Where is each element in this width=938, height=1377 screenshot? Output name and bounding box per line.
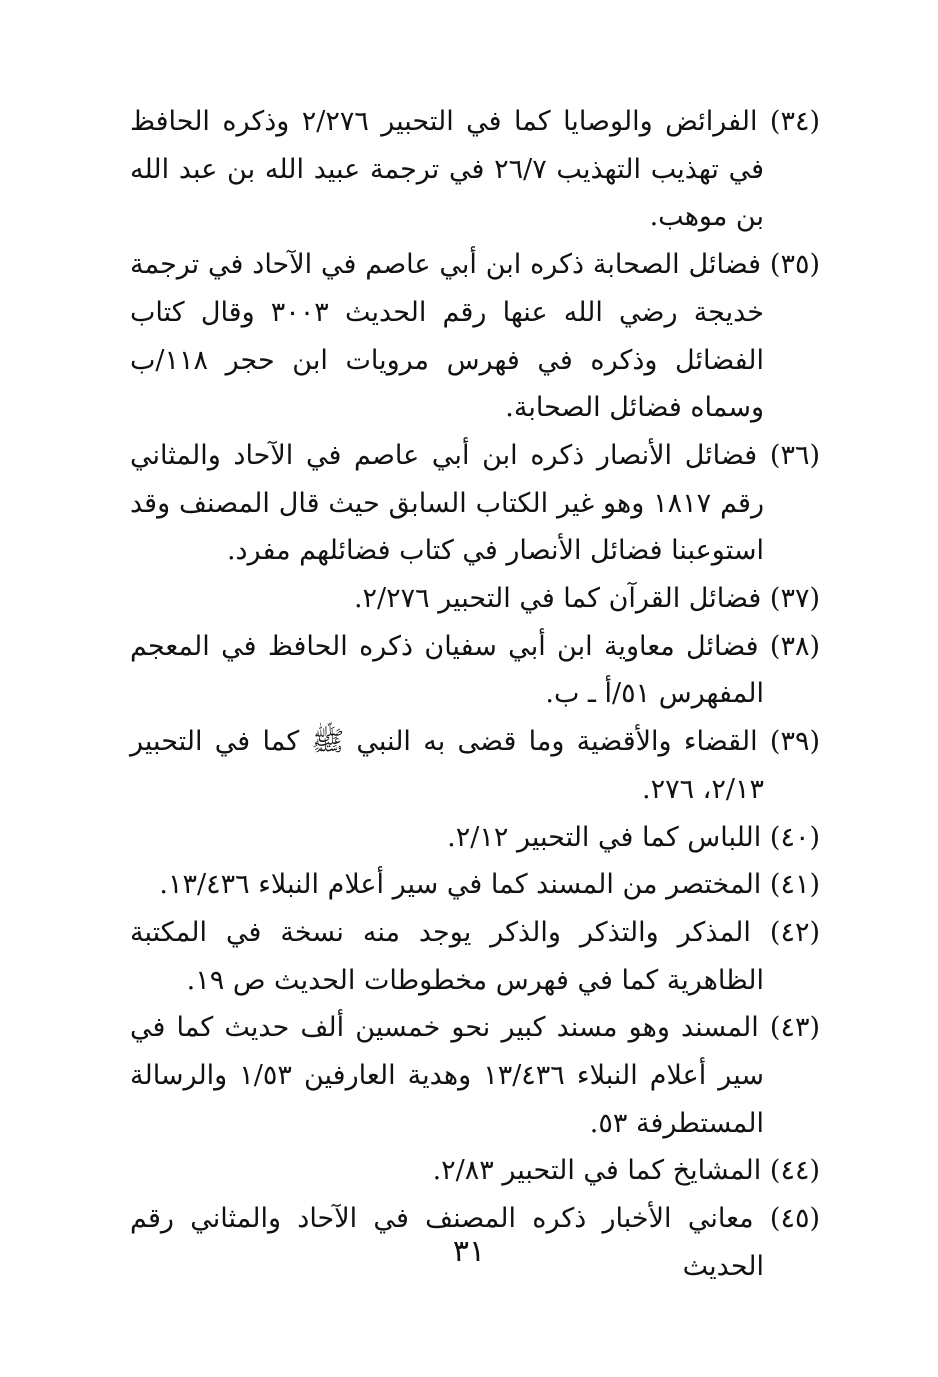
- entry-number: (٤٣): [769, 1012, 820, 1044]
- bibliography-entry: [130, 861, 820, 909]
- entry-text: فضائل الصحابة ذكره ابن أبي عاصم في الآحاد في ترجمة خديجة رضي الله عنها رقم الحديث ٣٠٠٣ وقال كتاب الفضائل وذكره في فهرس مرويات ابن حجر ١١٨/ب وسماه فضائل الصحابة.: [130, 249, 764, 424]
- entry-text: القضاء والأقضية وما قضى به النبي ﷺ كما في التحبير ٢/١٣، ٢٧٦.: [130, 726, 764, 805]
- bibliography-entry: [130, 1004, 820, 1147]
- bibliography-entry: [130, 623, 820, 718]
- entry-number: (٣٥): [769, 249, 820, 281]
- entry-text: المذكر والتذكر والذكر يوجد منه نسخة في المكتبة الظاهرية كما في فهرس مخطوطات الحديث ص ١٩.: [130, 916, 764, 996]
- entry-number: (٣٦): [769, 439, 820, 471]
- entry-text: معاني الأخبار ذكره المصنف في الآحاد والمثاني رقم الحديث: [130, 1203, 764, 1282]
- entry-number: (٤٤): [769, 1155, 820, 1187]
- entry-number: (٤١): [769, 869, 820, 901]
- entry-number: (٣٤): [769, 106, 821, 137]
- bibliography-entry: [130, 1147, 820, 1195]
- entry-number: (٤٢): [769, 916, 820, 948]
- bibliography-entry: [130, 575, 820, 623]
- entry-number: (٣٨): [769, 630, 820, 662]
- entry-number: (٣٩): [769, 726, 820, 758]
- entry-text: المشايخ كما في التحبير ٢/٨٣.: [432, 1155, 762, 1187]
- entry-text: المسند وهو مسند كبير نحو خمسين ألف حديث كما في سير أعلام النبلاء ١٣/٤٣٦ وهدية العارفين ١/٥٣ والرسالة المستطرفة ٥٣.: [130, 1012, 764, 1139]
- entry-text: فضائل القرآن كما في التحبير ٢/٢٧٦.: [353, 583, 762, 615]
- entry-text: اللباس كما في التحبير ٢/١٢.: [447, 821, 762, 853]
- entry-text: فضائل الأنصار ذكره ابن أبي عاصم في الآحاد والمثاني رقم ١٨١٧ وهو غير الكتاب السابق حيث قال المصنف وقد استوعبنا فضائل الأنصار في كتاب فضائلهم مفرد.: [130, 439, 765, 567]
- bibliography-entry: [130, 909, 820, 1004]
- entry-number: (٣٧): [769, 583, 820, 615]
- bibliography-entry: [130, 814, 820, 862]
- entry-text: المختصر من المسند كما في سير أعلام النبلاء ١٣/٤٣٦.: [159, 869, 762, 901]
- bibliography-entry: [130, 98, 820, 241]
- entry-number: (٤٥): [769, 1203, 820, 1235]
- entry-number: (٤٠): [769, 821, 820, 853]
- bibliography-entry: [130, 241, 820, 432]
- bibliography-entry: [130, 432, 820, 575]
- bibliography-list: [130, 98, 820, 1291]
- entry-text: الفرائض والوصايا كما في التحبير ٢/٢٧٦ وذكره الحافظ في تهذيب التهذيب ٢٦/٧ في ترجمة عبيد الله بن عبد الله بن موهب.: [130, 106, 764, 233]
- page-number: ٣١: [452, 1234, 486, 1269]
- entry-text: فضائل معاوية ابن أبي سفيان ذكره الحافظ في المعجم المفهرس ٥١/أ ـ ب.: [130, 630, 764, 710]
- bibliography-entry: [130, 718, 820, 813]
